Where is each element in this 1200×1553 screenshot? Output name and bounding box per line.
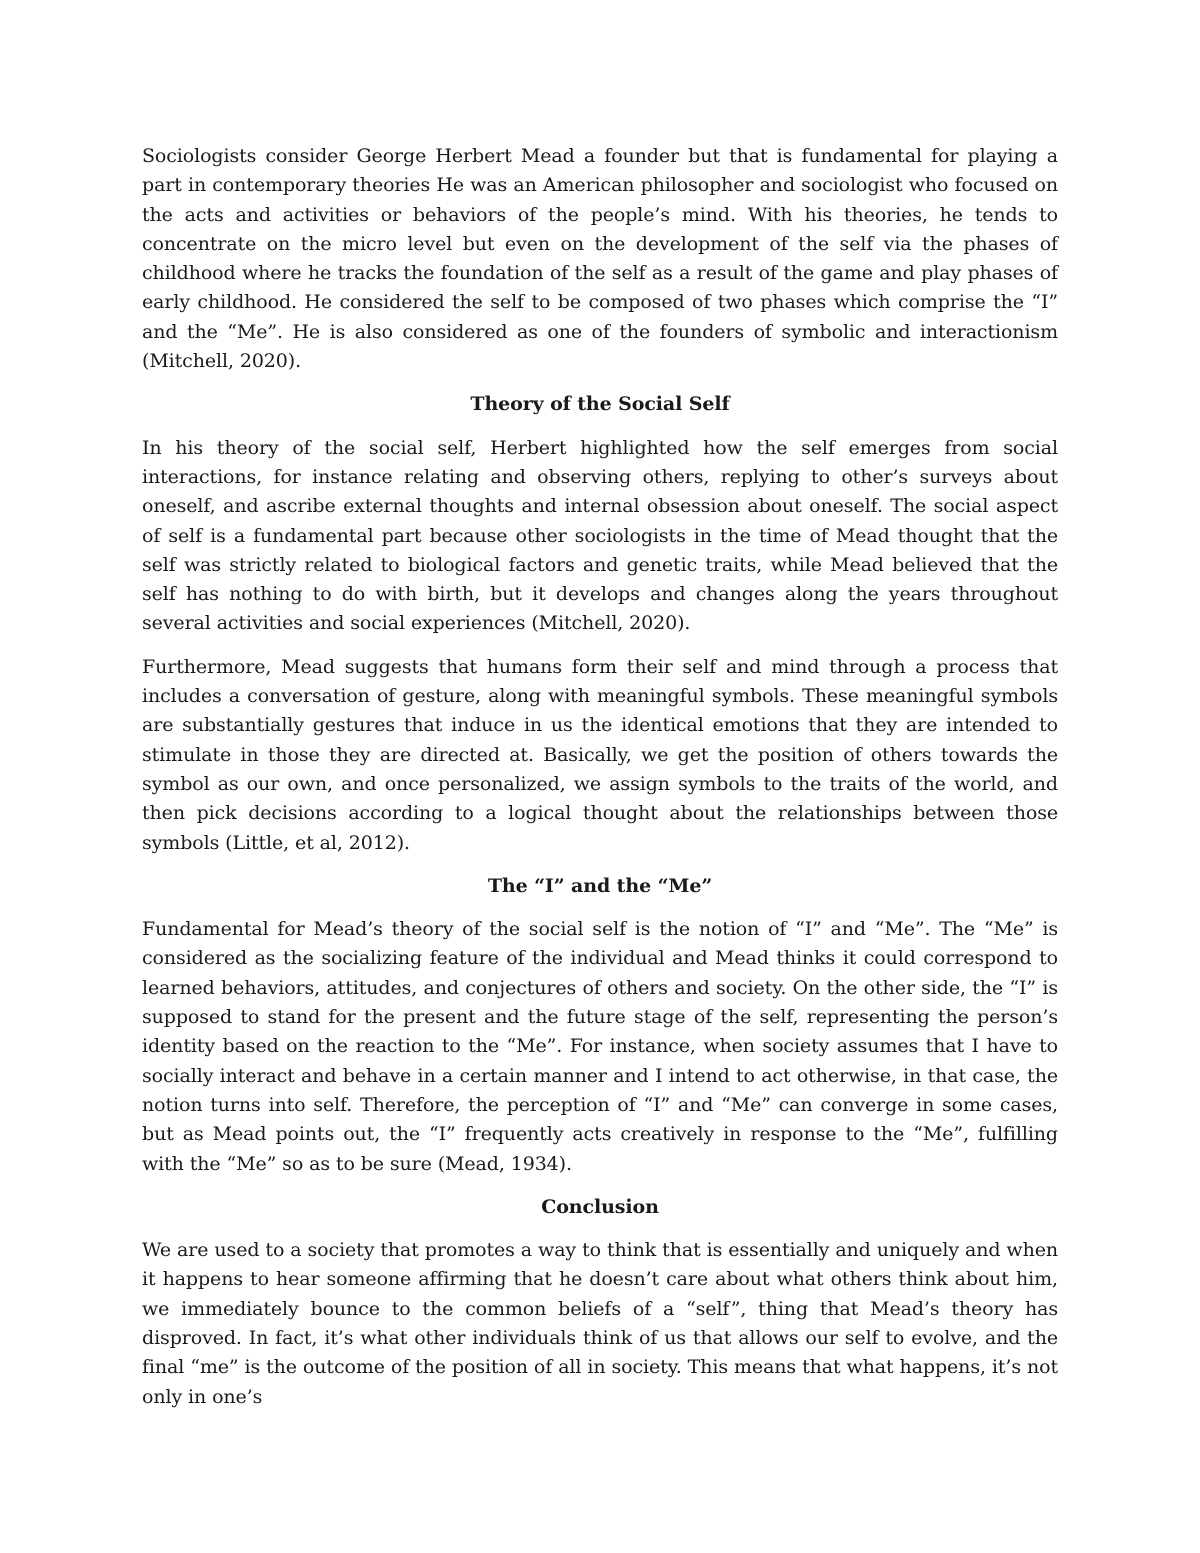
section-heading-i-and-me: The “I” and the “Me” <box>487 874 713 897</box>
social-self-paragraph-1: In his theory of the social self, Herbert highlighted how the self emerges from social interactions, for instance relating and observing others, replying to other’s surveys about oneself, and ascribe external thoughts and internal obsession about oneself. The social aspect of self is a fundamental part because other sociologists in the time of Mead thought that the self was strictly related to biological factors and genetic traits, while Mead believed that the self has nothing to do with birth, but it develops and changes along the years throughout several activities and social experiences (Mitchell, 2020). <box>142 436 1058 635</box>
social-self-paragraph-2: Furthermore, Mead suggests that humans form their self and mind through a process that includes a conversation of gesture, along with meaningful symbols. These meaningful symbols are substantially gestures that induce in us the identical emotions that they are intended to stimulate in those they are directed at. Basically, we get the position of others towards the symbol as our own, and once personalized, we assign symbols to the traits of the world, and then pick decisions according to a logical thought about the relationships between those symbols (Little, et al, 2012). <box>142 655 1058 854</box>
document-body <box>142 142 1058 1426</box>
conclusion-paragraph: We are used to a society that promotes a way to think that is essentially and uniquely and when it happens to hear someone affirming that he doesn’t care about what others think about him, we immediately bounce to the common beliefs of a “self”, thing that Mead’s theory has disproved. In fact, it’s what other individuals think of us that allows our self to evolve, and the final “me” is the outcome of the position of all in society. This means that what happens, it’s not only in one’s <box>142 1239 1058 1408</box>
i-and-me-paragraph: Fundamental for Mead’s theory of the social self is the notion of “I” and “Me”. The “Me” is considered as the socializing feature of the individual and Mead thinks it could correspond to learned behaviors, attitudes, and conjectures of others and society. On the other side, the “I” is supposed to stand for the present and the future stage of the self, representing the person’s identity based on the reaction to the “Me”. For instance, when society assumes that I have to socially interact and behave in a certain manner and I intend to act otherwise, in that case, the notion turns into self. Therefore, the perception of “I” and “Me” can converge in some cases, but as Mead points out, the “I” frequently acts creatively in response to the “Me”, fulfilling with the “Me” so as to be sure (Mead, 1934). <box>142 918 1058 1175</box>
section-heading-social-self: Theory of the Social Self <box>470 393 730 416</box>
intro-paragraph: Sociologists consider George Herbert Mead a founder but that is fundamental for playing a part in contemporary theories He was an American philosopher and sociologist who focused on the acts and activities or behaviors of the people’s mind. With his theories, he tends to concentrate on the micro level but even on the development of the self via the phases of childhood where he tracks the foundation of the self as a result of the game and play phases of early childhood. He considered the self to be composed of two phases which comprise the “I” and the “Me”. He is also considered as one of the founders of symbolic and interactionism (Mitchell, 2020). <box>142 145 1058 373</box>
section-heading-conclusion: Conclusion <box>541 1195 659 1218</box>
